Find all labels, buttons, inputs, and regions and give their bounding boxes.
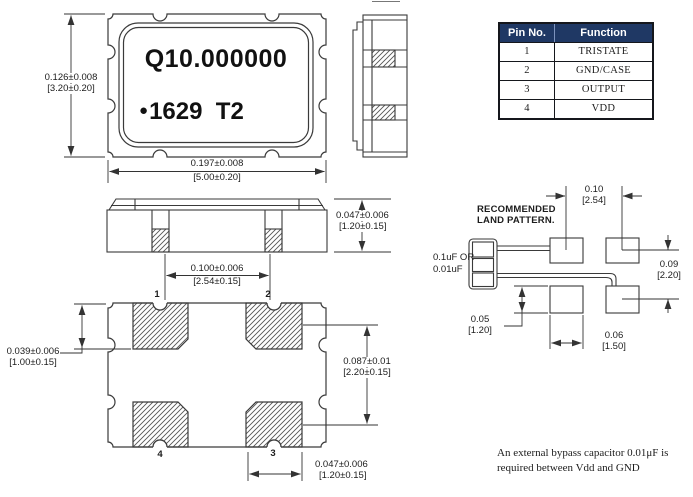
land-pattern-title-line1: RECOMMENDED [477,204,556,215]
bypass-capacitor-note [497,446,668,476]
dim-pad-height-mm: [1.00±0.15] [9,357,57,368]
dim-land-pad-width-inch: 0.06 [604,330,624,341]
side-view-lid-flange [353,22,363,150]
pin-2-label: 2 [265,289,271,300]
front-view-drawing [107,199,327,252]
table-row [500,80,652,99]
capacitor-value-label [433,252,474,275]
function-cell: TRISTATE [554,43,652,61]
pin-table-header [500,24,652,42]
pin-1-label: 1 [154,289,160,300]
dim-pad-pitch-mm: [2.54±0.15] [193,276,241,287]
side-view-pad-hatch [372,50,395,67]
land-pad-top-right [606,238,639,263]
lid-outer-outline [119,23,313,147]
package-marking-frequency: Q10.000000 [144,45,288,73]
dim-thickness-inch: 0.047±0.006 [336,210,389,221]
function-cell: OUTPUT [554,81,652,99]
dim-land-pad-width-mm: [1.50] [602,341,626,352]
pin-cell: 3 [524,84,530,95]
front-view-pad-hatch [152,229,169,252]
function-cell: VDD [554,100,652,118]
dim-top-width-inch: 0.197±0.008 [190,158,244,169]
dim-pad-pitch-inch: 0.100±0.006 [190,263,244,274]
pin-4-label: 4 [157,449,163,460]
note-line2: required between Vdd and GND [497,462,640,474]
package-marking-datecode: ●1629 T2 [139,98,244,125]
land-pad-top-left [550,238,583,263]
side-view-drawing [353,15,407,157]
dim-thickness-mm: [1.20±0.15] [339,221,387,232]
land-pad-bottom-right [606,286,639,313]
land-pattern-title-line2: LAND PATTERN. [477,215,555,226]
dim-land-pitch-y-inch: 0.09 [659,259,679,270]
table-row [500,99,652,118]
dim-land-pad-height-inch: 0.05 [470,314,490,325]
pin-function-table [498,22,654,120]
capacitor-value-line2: 0.01uF [433,263,463,275]
land-pattern-title [477,204,556,226]
pin-3-label: 3 [270,448,276,459]
dim-land-pitch-y-mm: [2.20] [657,270,681,281]
table-row [500,61,652,80]
function-cell: GND/CASE [554,62,652,80]
note-line1: An external bypass capacitor 0.01μF is [497,447,669,459]
front-view-base [107,210,327,252]
bottom-view-drawing [108,296,326,454]
top-view-body-outline [108,14,326,157]
dim-top-width-mm: [5.00±0.20] [193,172,241,183]
side-view-pad-hatch [372,105,395,120]
pin-table-header-pin: Pin No. [508,27,546,39]
dim-pad-width-inch: 0.047±0.006 [315,459,368,470]
top-view-drawing [108,14,326,157]
land-pad-bottom-left [550,286,583,313]
dim-land-pitch-x-mm: [2.54] [582,195,606,206]
dim-pad-height-inch: 0.039±0.006 [6,346,60,357]
pin-table-header-function: Function [554,24,652,42]
front-view-lid [109,199,325,210]
dim-land-pitch-x-inch: 0.10 [584,184,604,195]
trace-bottom [497,274,616,287]
capacitor-value-line1: 0.1uF OR [433,252,475,263]
dim-row-pitch-inch: 0.087±0.01 [337,357,397,367]
pin-cell: 4 [524,103,530,114]
table-row [500,42,652,61]
front-view-pad-hatch [265,229,282,252]
land-pattern-drawing [469,238,639,313]
dim-top-height-mm: [3.20±0.20] [41,84,101,94]
dim-row-pitch-mm: [2.20±0.15] [337,368,397,378]
dim-pad-width-mm: [1.20±0.15] [319,470,367,481]
pin-cell: 1 [524,46,530,57]
dim-top-height-inch: 0.126±0.008 [41,73,101,83]
dim-land-pad-height-mm: [1.20] [468,325,492,336]
marking-dot: ● [139,102,150,119]
pin-cell: 2 [524,65,530,76]
